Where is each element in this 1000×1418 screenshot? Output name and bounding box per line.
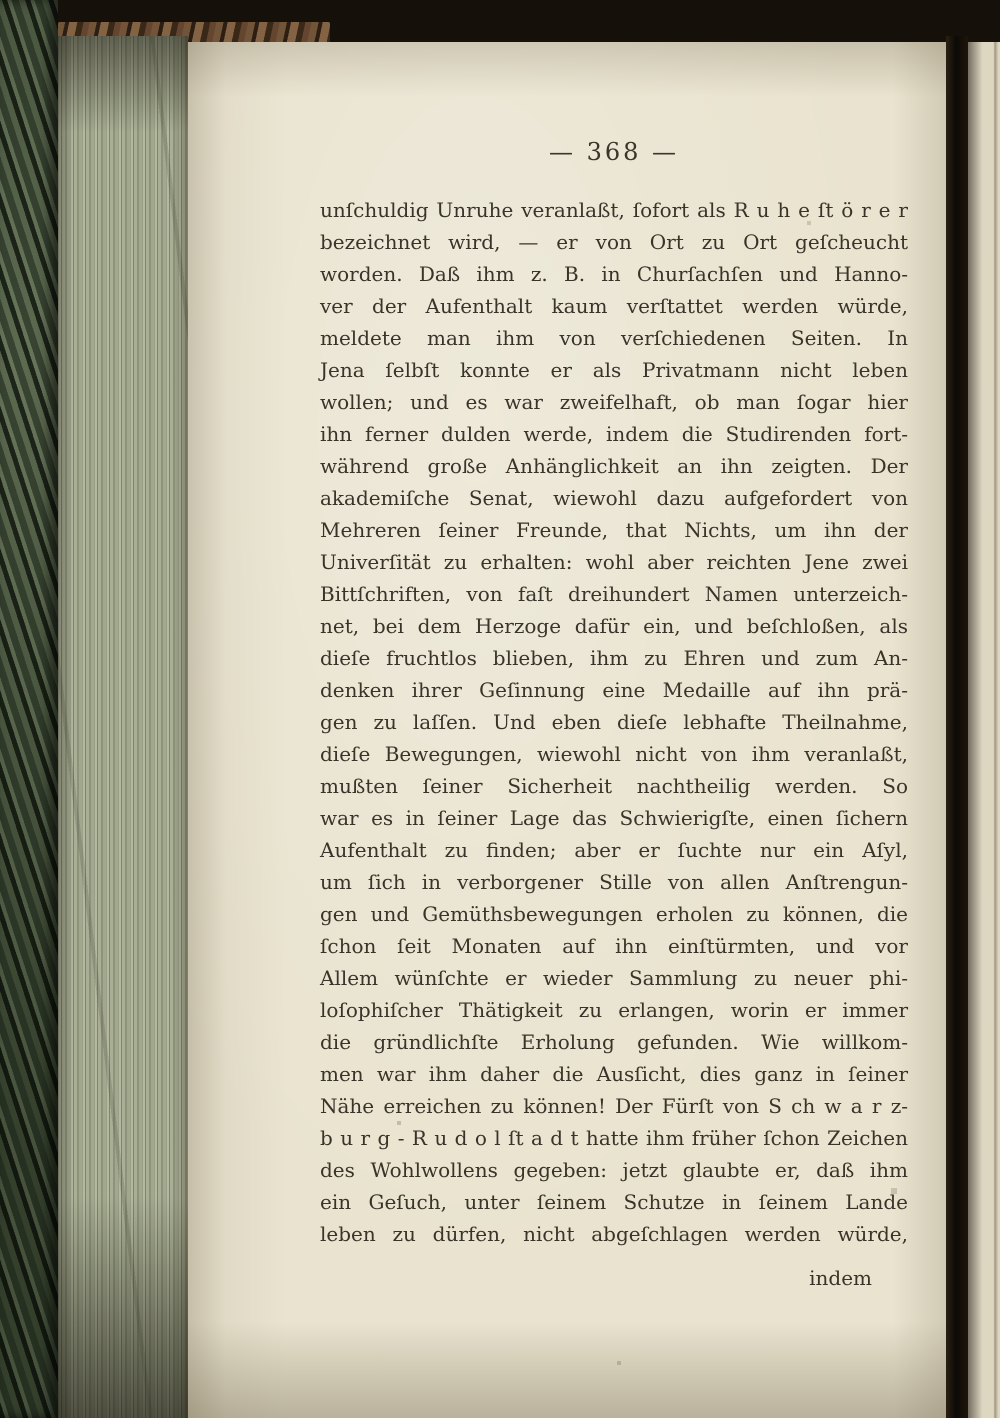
page-number: — 368 — — [548, 138, 680, 166]
book-cover-edge — [0, 0, 58, 1418]
text-line: unſchuldig Unruhe veranlaßt, ſofort als R u h e ſt ö r e r — [320, 198, 908, 222]
text-line: ihn ferner dulden werde, indem die Studirenden fort- — [320, 422, 908, 446]
text-line: gen und Gemüthsbewegungen erholen zu können, die — [320, 902, 908, 926]
text-line: denken ihrer Geſinnung eine Medaille auf ihn prä- — [320, 678, 908, 702]
text-line: um ſich in verborgener Stille von allen Anſtrengun- — [320, 870, 908, 894]
text-line: b u r g - R u d o l ſt a d t hatte ihm früher ſchon Zeichen — [320, 1126, 908, 1150]
text-line: ver der Aufenthalt kaum verſtattet werden würde, — [320, 294, 908, 318]
text-line: net, bei dem Herzoge dafür ein, und beſchloßen, als — [320, 614, 908, 638]
text-line: leben zu dürfen, nicht abgeſchlagen werden würde, — [320, 1222, 908, 1246]
text-line: wollen; und es war zweifelhaft, ob man ſogar hier — [320, 390, 908, 414]
text-line: Mehreren ſeiner Freunde, that Nichts, um ihn der — [320, 518, 908, 542]
text-line: Aufenthalt zu finden; aber er ſuchte nur ein Aſyl, — [320, 838, 908, 862]
text-line: Bittſchriften, von faſt dreihundert Namen unterzeich- — [320, 582, 908, 606]
text-line: meldete man ihm von verſchiedenen Seiten. In — [320, 326, 908, 350]
text-line: die gründlichſte Erholung gefunden. Wie willkom- — [320, 1030, 908, 1054]
page-edges-stack — [58, 36, 188, 1418]
text-line: dieſe Bewegungen, wiewohl nicht von ihm veranlaßt, — [320, 742, 908, 766]
body-text-block — [320, 194, 908, 1250]
next-page-sliver — [968, 42, 1000, 1418]
page-gutter-shadow — [946, 36, 968, 1418]
text-line: dieſe fruchtlos blieben, ihm zu Ehren und zum An- — [320, 646, 908, 670]
text-line: Univerſität zu erhalten: wohl aber reichten Jene zwei — [320, 550, 908, 574]
text-line: mußten ſeiner Sicherheit nachtheilig werden. So — [320, 774, 908, 798]
text-line: während große Anhänglichkeit an ihn zeigten. Der — [320, 454, 908, 478]
text-line: bezeichnet wird, — er von Ort zu Ort geſcheucht — [320, 230, 908, 254]
text-line: men war ihm daher die Ausſicht, dies ganz in ſeiner — [320, 1062, 908, 1086]
text-line: akademiſche Senat, wiewohl dazu aufgefordert von — [320, 486, 908, 510]
paper-foxing-specks — [188, 42, 190, 44]
text-line: Jena ſelbſt konnte er als Privatmann nicht leben — [320, 358, 908, 382]
text-line: Nähe erreichen zu können! Der Fürſt von S ch w a r z- — [320, 1094, 908, 1118]
text-line: loſophiſcher Thätigkeit zu erlangen, worin er immer — [320, 998, 908, 1022]
text-line: gen zu laſſen. Und eben dieſe lebhafte Theilnahme, — [320, 710, 908, 734]
catchword: indem — [809, 1266, 872, 1290]
book-page — [188, 42, 946, 1418]
text-line: war es in ſeiner Lage das Schwierigſte, einen ſichern — [320, 806, 908, 830]
text-line: ein Geſuch, unter ſeinem Schutze in ſeinem Lande — [320, 1190, 908, 1214]
text-line: ſchon ſeit Monaten auf ihn einſtürmten, und vor — [320, 934, 908, 958]
text-line: Allem wünſchte er wieder Sammlung zu neuer phi- — [320, 966, 908, 990]
text-line: worden. Daß ihm z. B. in Churſachſen und Hanno- — [320, 262, 908, 286]
text-line: des Wohlwollens gegeben: jetzt glaubte er, daß ihm — [320, 1158, 908, 1182]
